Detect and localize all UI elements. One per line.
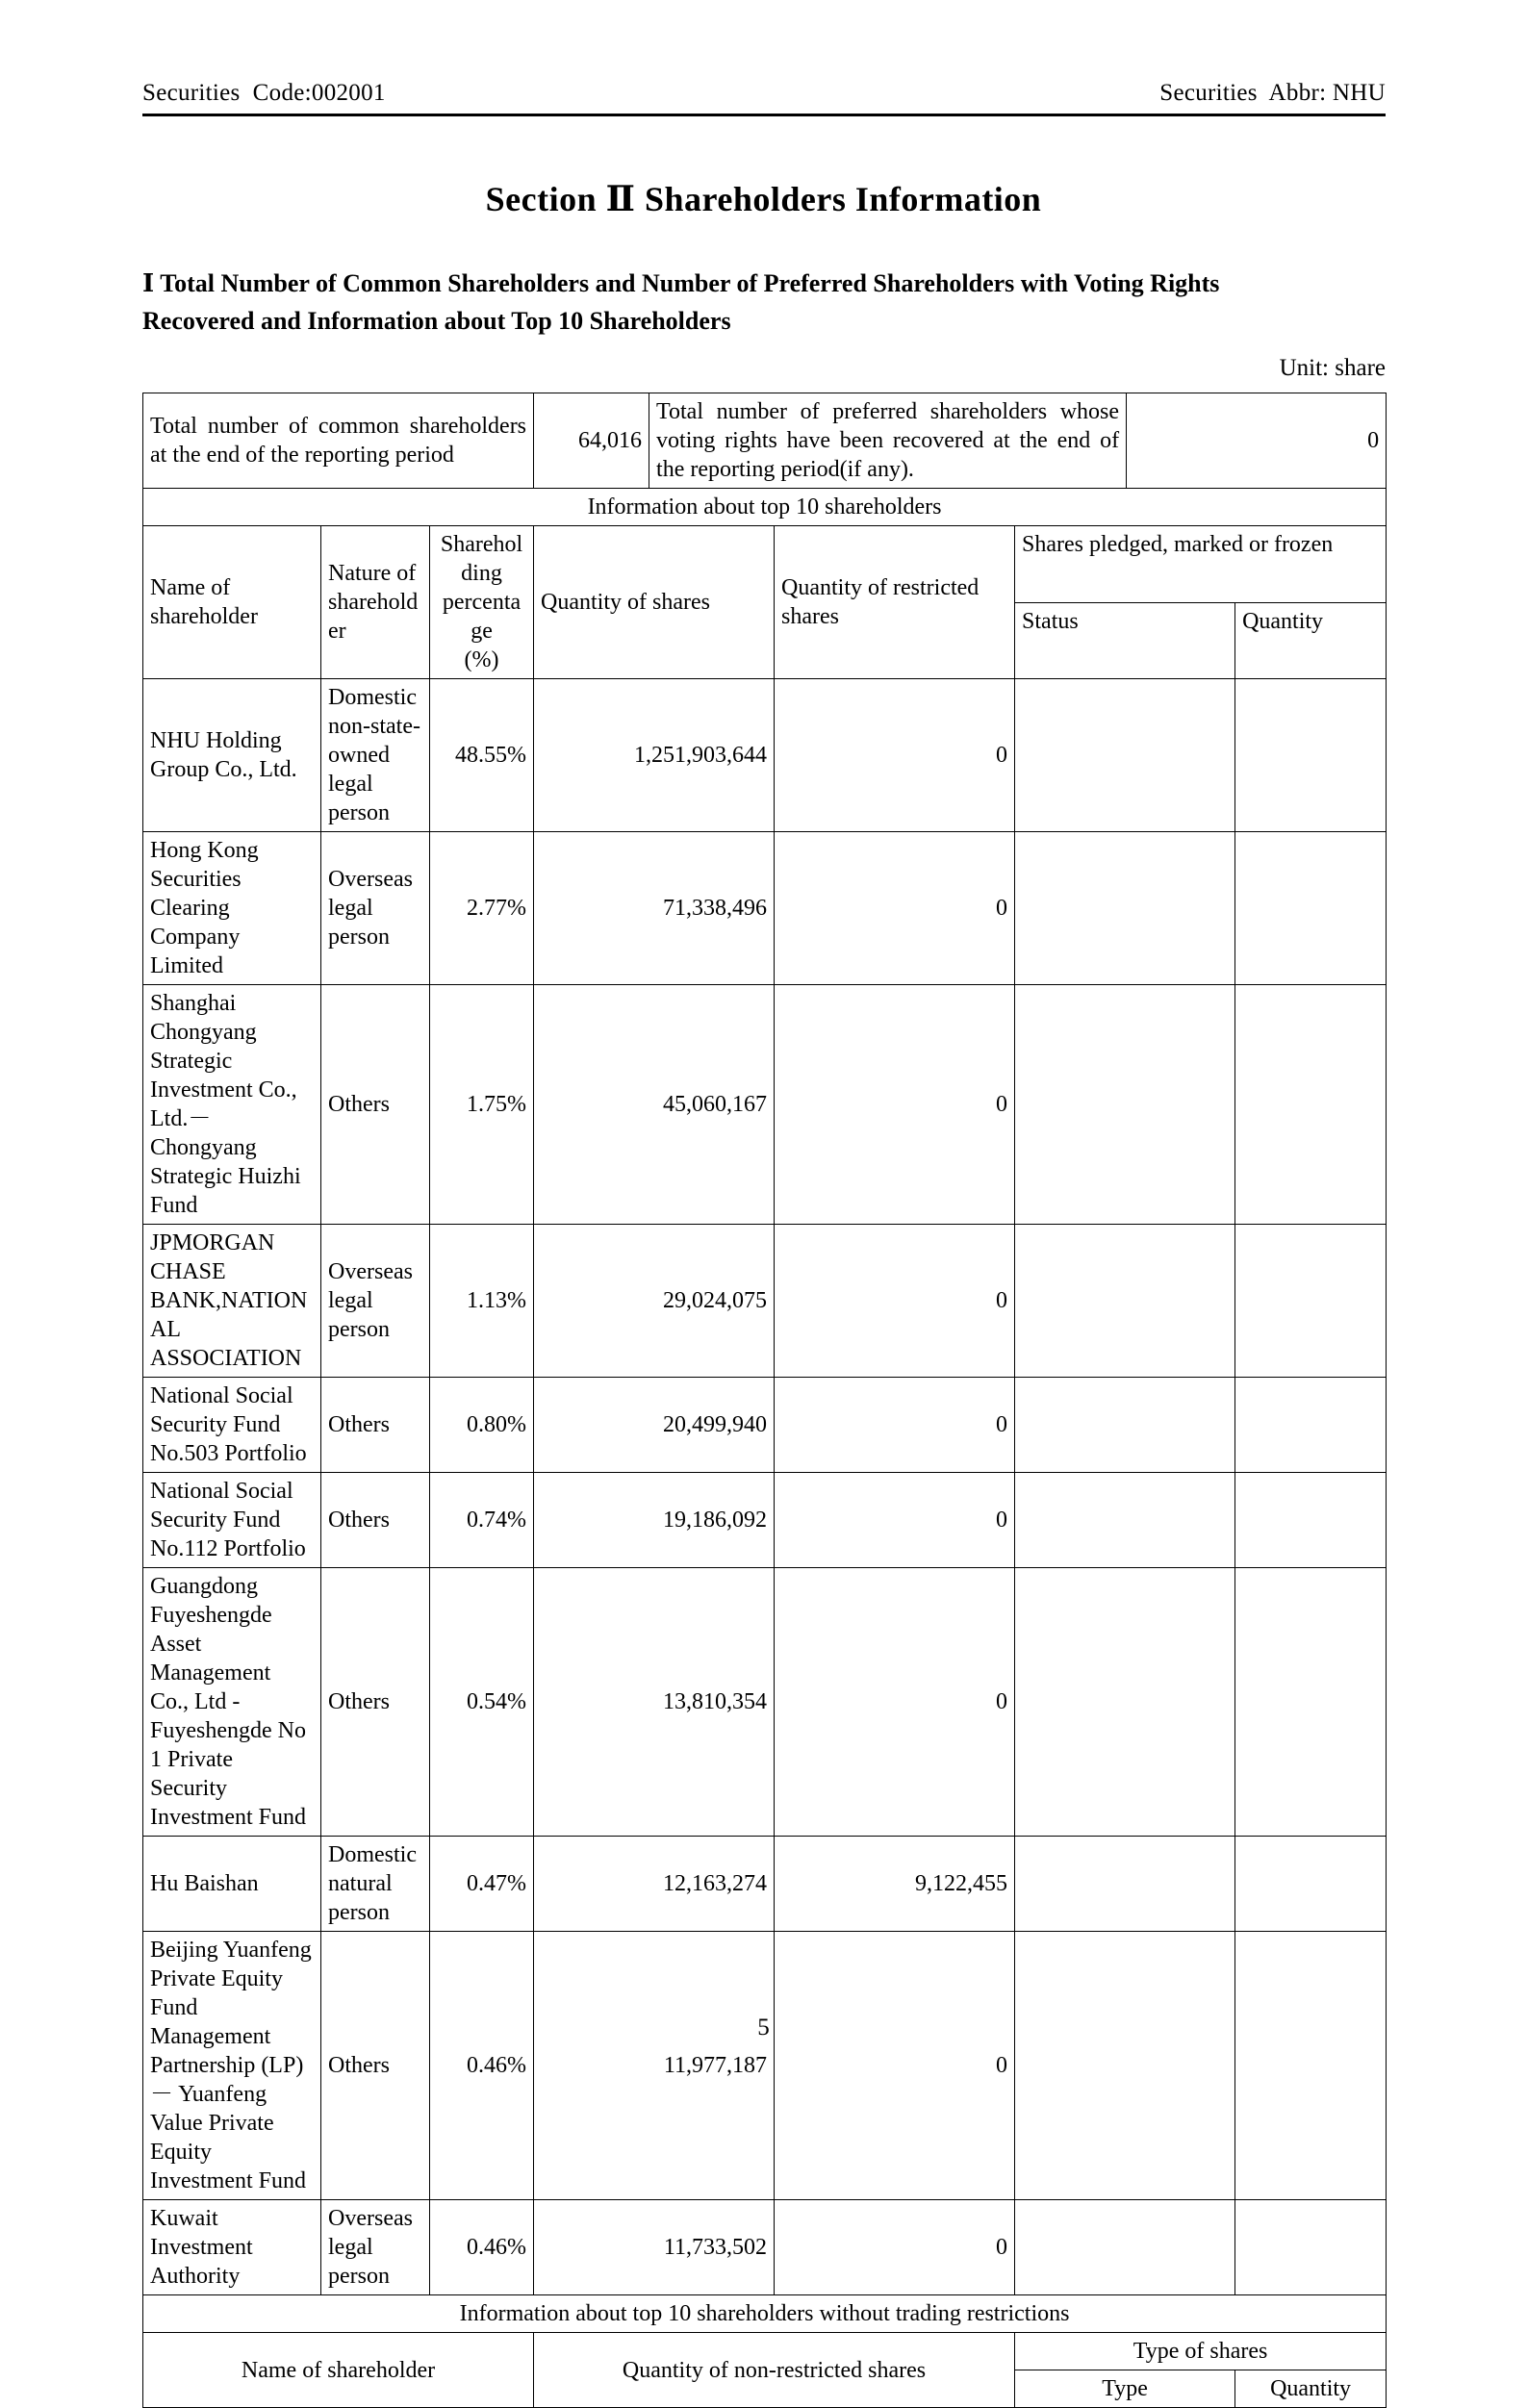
cell-pledge-status [1015,1225,1235,1378]
cell-quantity-of-shares: 12,163,274 [534,1837,775,1932]
table-row [143,1225,1387,1378]
subsection-title-line1: Ⅰ Total Number of Common Shareholders and Number of Preferred Shareholders with Voting Rights [142,269,1220,297]
subsection-title [142,265,1389,340]
cell-shareholder-nature: Others [321,1568,430,1837]
securities-code: Securities Code:002001 [142,80,386,106]
cell-shareholding-percentage: 1.75% [430,985,534,1225]
cell-shareholder-nature: Overseas legal person [321,2200,430,2295]
cell-shareholding-percentage: 0.80% [430,1378,534,1473]
table-row [143,1837,1387,1932]
nonrestricted-column-quantity: Quantity of non-restricted shares [534,2333,1015,2408]
page-number: 5 [757,2015,770,2040]
subsection-title-line2: Recovered and Information about Top 10 Shareholders [142,307,731,335]
column-header-percentage [430,526,534,679]
table-row [143,1473,1387,1568]
nonrestricted-banner: Information about top 10 shareholders without trading restrictions [143,2295,1387,2333]
cell-shareholding-percentage: 0.46% [430,1932,534,2200]
cell-pledge-status [1015,1378,1235,1473]
cell-pledge-status [1015,1837,1235,1932]
common-shareholders-label: Total number of common shareholders at the end of the reporting period [143,393,534,489]
nonrestricted-column-type-quantity: Quantity [1235,2370,1387,2408]
column-header-quantity: Quantity of shares [534,526,775,679]
cell-pledge-quantity [1235,985,1387,1225]
cell-shareholder-nature: Others [321,985,430,1225]
nonrestricted-column-name: Name of shareholder [143,2333,534,2408]
cell-quantity-of-shares: 45,060,167 [534,985,775,1225]
cell-shareholder-name: Beijing Yuanfeng Private Equity Fund Management Partnership (LP) － Yuanfeng Value Private Equity Investment Fund [143,1932,321,2200]
page-title: Section Ⅱ Shareholders Information [485,180,1042,218]
column-header-name: Name of shareholder [143,526,321,679]
cell-shareholder-nature: Others [321,1473,430,1568]
cell-shareholder-name: NHU Holding Group Co., Ltd. [143,679,321,832]
cell-shareholding-percentage: 0.54% [430,1568,534,1837]
cell-shareholder-name: Hong Kong Securities Clearing Company Limited [143,832,321,985]
cell-shareholder-name: Kuwait Investment Authority [143,2200,321,2295]
cell-pledge-quantity [1235,1378,1387,1473]
cell-quantity-of-shares: 11,977,187 [534,1932,775,2200]
cell-shareholder-nature: Overseas legal person [321,1225,430,1378]
column-header-restricted: Quantity of restricted shares [775,526,1015,679]
table-row [143,1568,1387,1837]
cell-shareholder-nature: Overseas legal person [321,832,430,985]
cell-shareholding-percentage: 1.13% [430,1225,534,1378]
cell-quantity-of-shares: 1,251,903,644 [534,679,775,832]
cell-pledge-quantity [1235,1225,1387,1378]
cell-shareholder-name: JPMORGAN CHASE BANK,NATIONAL ASSOCIATION [143,1225,321,1378]
cell-pledge-status [1015,985,1235,1225]
nonrestricted-column-type: Type [1015,2370,1235,2408]
column-header-nature: Nature of shareholder [321,526,430,679]
cell-shareholder-name: National Social Security Fund No.503 Portfolio [143,1378,321,1473]
column-header-percentage-unit: (%) [464,647,499,672]
cell-pledge-quantity [1235,1473,1387,1568]
cell-quantity-of-shares: 29,024,075 [534,1225,775,1378]
cell-restricted-shares: 0 [775,985,1015,1225]
cell-quantity-of-shares: 71,338,496 [534,832,775,985]
cell-pledge-quantity [1235,679,1387,832]
table-row [143,985,1387,1225]
preferred-shareholders-label: Total number of preferred shareholders whose voting rights have been recovered at the end of the reporting period(if any). [649,393,1127,489]
cell-pledge-quantity [1235,1568,1387,1837]
cell-shareholder-name: Guangdong Fuyeshengde Asset Management Co., Ltd - Fuyeshengde No 1 Private Security Investment Fund [143,1568,321,1837]
top10-banner: Information about top 10 shareholders [143,489,1387,526]
cell-shareholder-nature: Domestic natural person [321,1837,430,1932]
table-row [143,679,1387,832]
unit-note: Unit: share [1279,355,1386,381]
cell-quantity-of-shares: 13,810,354 [534,1568,775,1837]
cell-quantity-of-shares: 19,186,092 [534,1473,775,1568]
shareholder-rows [143,679,1387,2295]
cell-quantity-of-shares: 11,733,502 [534,2200,775,2295]
cell-pledge-quantity [1235,2200,1387,2295]
nonrestricted-column-type-group: Type of shares [1015,2333,1387,2370]
cell-shareholder-nature: Domestic non-state-owned legal person [321,679,430,832]
summary-row [143,393,1387,489]
cell-restricted-shares: 0 [775,679,1015,832]
shareholders-table [142,393,1387,2408]
cell-restricted-shares: 0 [775,1932,1015,2200]
table-header-row [143,526,1387,603]
cell-shareholding-percentage: 0.74% [430,1473,534,1568]
table-row [143,1378,1387,1473]
cell-pledge-quantity [1235,832,1387,985]
cell-restricted-shares: 9,122,455 [775,1837,1015,1932]
table-row [143,2200,1387,2295]
cell-shareholding-percentage: 48.55% [430,679,534,832]
nonrestricted-header-row [143,2333,1387,2370]
preferred-shareholders-value: 0 [1127,393,1387,489]
cell-pledge-status [1015,1568,1235,1837]
securities-abbr: Securities Abbr: NHU [1159,80,1386,106]
nonrestricted-banner-row [143,2295,1387,2333]
cell-restricted-shares: 0 [775,1473,1015,1568]
cell-shareholding-percentage: 0.47% [430,1837,534,1932]
cell-shareholder-nature: Others [321,1932,430,2200]
cell-shareholding-percentage: 0.46% [430,2200,534,2295]
cell-shareholder-name: Shanghai Chongyang Strategic Investment Co., Ltd.－Chongyang Strategic Huizhi Fund [143,985,321,1225]
cell-pledge-quantity [1235,1837,1387,1932]
common-shareholders-value: 64,016 [534,393,649,489]
cell-shareholder-nature: Others [321,1378,430,1473]
cell-restricted-shares: 0 [775,832,1015,985]
cell-shareholder-name: Hu Baishan [143,1837,321,1932]
cell-shareholding-percentage: 2.77% [430,832,534,985]
column-header-pledge-quantity: Quantity [1235,602,1387,679]
cell-restricted-shares: 0 [775,1378,1015,1473]
column-header-pledged-group: Shares pledged, marked or frozen [1015,526,1387,603]
cell-pledge-status [1015,2200,1235,2295]
table-row [143,832,1387,985]
cell-pledge-status [1015,679,1235,832]
running-header [142,79,1386,116]
cell-pledge-status [1015,832,1235,985]
column-header-pledge-status: Status [1015,602,1235,679]
cell-restricted-shares: 0 [775,1225,1015,1378]
cell-pledge-status [1015,1473,1235,1568]
cell-quantity-of-shares: 20,499,940 [534,1378,775,1473]
cell-restricted-shares: 0 [775,2200,1015,2295]
cell-shareholder-name: National Social Security Fund No.112 Portfolio [143,1473,321,1568]
top10-banner-row [143,489,1387,526]
column-header-percentage-text: Shareholding percentage [440,532,523,644]
cell-restricted-shares: 0 [775,1568,1015,1837]
